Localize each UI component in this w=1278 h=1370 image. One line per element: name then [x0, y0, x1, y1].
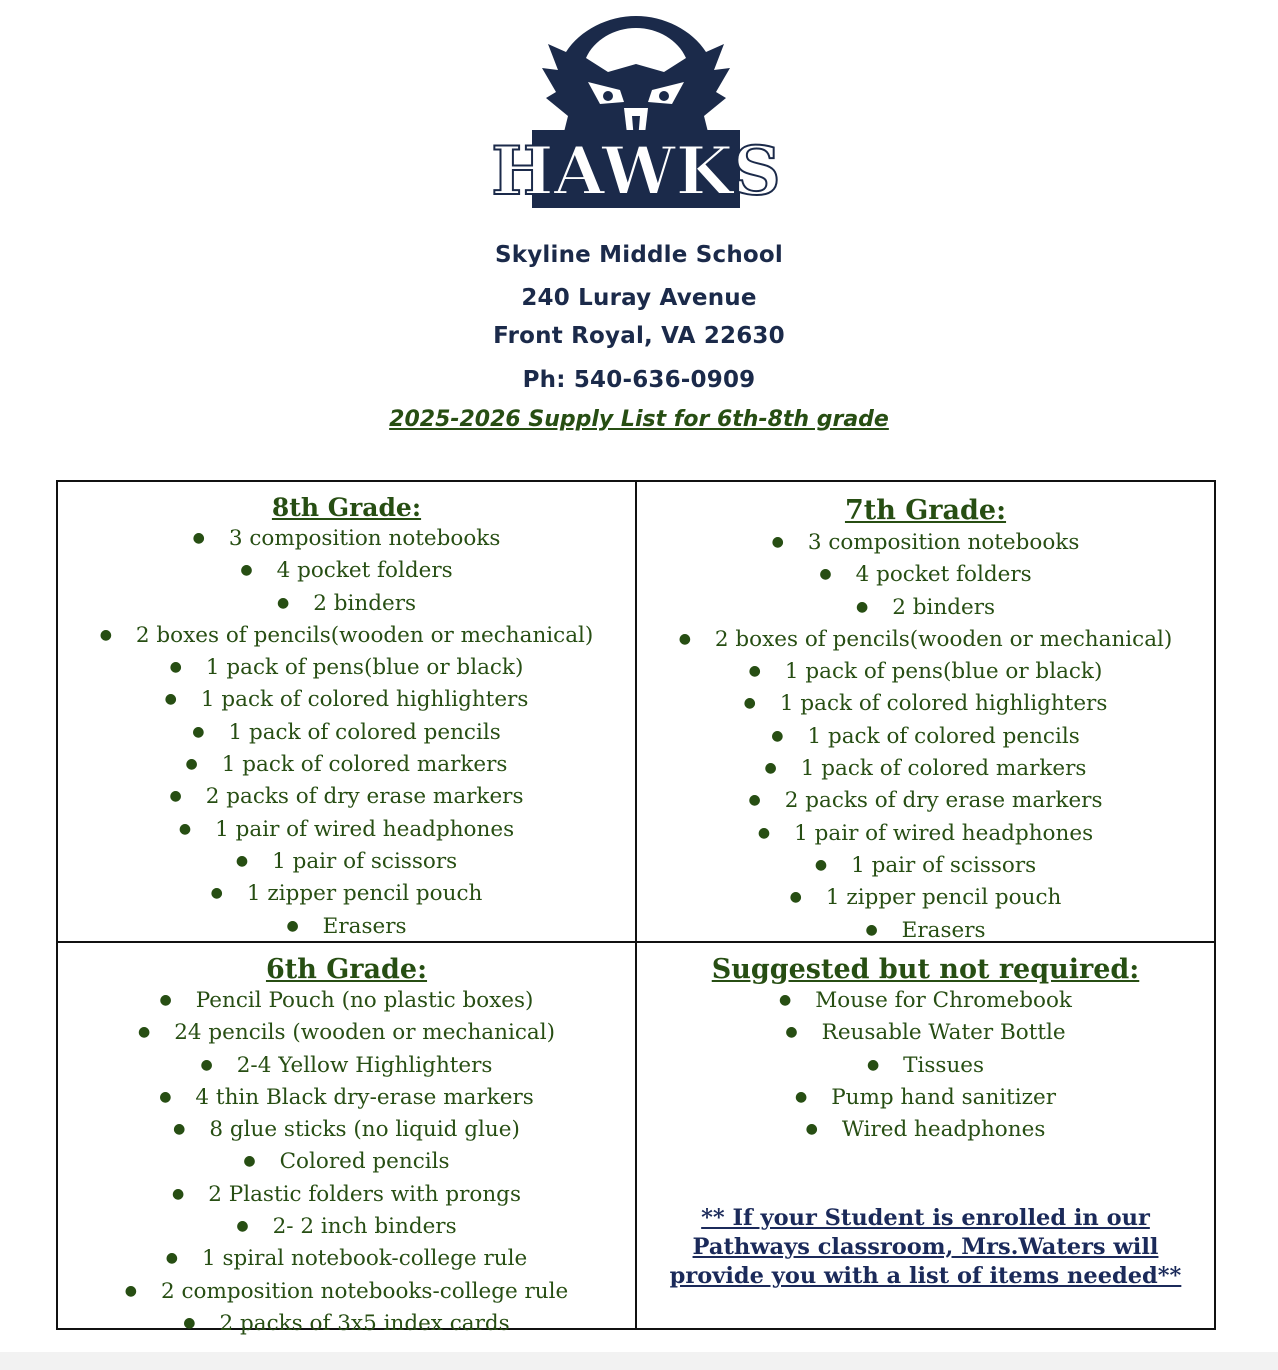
supply-table: [56, 480, 1216, 1336]
school-city: Front Royal, VA 22630: [493, 323, 785, 349]
list-item: ● 2 composition notebooks-college rule: [58, 1277, 635, 1309]
list-item: ● Pencil Pouch (no plastic boxes): [58, 986, 635, 1018]
list-item: ● 2 binders: [637, 593, 1214, 625]
pathways-note-line: Pathways classroom, Mrs.Waters will: [692, 1234, 1159, 1260]
list-item: ● 4 pocket folders: [637, 560, 1214, 592]
grade-8-list: [58, 524, 635, 944]
suggested-heading: Suggested but not required:: [711, 954, 1140, 985]
pathways-note-line: ** If your Student is enrolled in our: [701, 1205, 1150, 1231]
list-item: ● Mouse for Chromebook: [637, 986, 1214, 1018]
list-item: ● 2-4 Yellow Highlighters: [58, 1051, 635, 1083]
grade-8-heading: 8th Grade:: [271, 493, 422, 522]
list-item: ● 2 packs of 3x5 index cards: [58, 1309, 635, 1341]
list-item: ● 1 zipper pencil pouch: [637, 883, 1214, 915]
list-item: ● 1 pack of pens(blue or black): [637, 657, 1214, 689]
list-item: ● Tissues: [637, 1051, 1214, 1083]
grade-7-list: [637, 528, 1214, 948]
list-item: ● 24 pencils (wooden or mechanical): [58, 1018, 635, 1050]
suggested-list: [637, 986, 1214, 1147]
list-item: ● 1 pair of scissors: [58, 847, 635, 879]
school-name: Skyline Middle School: [494, 242, 784, 268]
list-item: ● Wired headphones: [637, 1115, 1214, 1147]
school-street: 240 Luray Avenue: [521, 285, 757, 311]
list-item: ● 8 glue sticks (no liquid glue): [58, 1115, 635, 1147]
list-item: ● 2 boxes of pencils(wooden or mechanical): [637, 625, 1214, 657]
list-item: ● 2- 2 inch binders: [58, 1212, 635, 1244]
list-item: ● 1 pack of colored pencils: [637, 722, 1214, 754]
list-item: ● 4 thin Black dry-erase markers: [58, 1083, 635, 1115]
list-item: ● Pump hand sanitizer: [637, 1083, 1214, 1115]
pathways-note: [637, 1204, 1214, 1291]
list-item: ● 1 pack of colored pencils: [58, 718, 635, 750]
list-item: ● 3 composition notebooks: [58, 524, 635, 556]
list-item: ● 1 pack of colored markers: [58, 750, 635, 782]
list-item: ● 2 binders: [58, 589, 635, 621]
list-item: ● 4 pocket folders: [58, 556, 635, 588]
supply-list-title: 2025-2026 Supply List for 6th-8th grade: [389, 407, 889, 432]
list-item: ● 3 composition notebooks: [637, 528, 1214, 560]
grade-6-heading: 6th Grade:: [265, 954, 428, 985]
list-item: ● 1 pack of colored highlighters: [58, 685, 635, 717]
list-item: ● 1 pack of pens(blue or black): [58, 653, 635, 685]
list-item: ● Colored pencils: [58, 1147, 635, 1179]
list-item: ● 1 pack of colored highlighters: [637, 689, 1214, 721]
suggested-cell: [637, 954, 1214, 1147]
grade-6-cell: [58, 954, 635, 1341]
list-item: ● 1 spiral notebook-college rule: [58, 1244, 635, 1276]
list-item: ● 2 Plastic folders with prongs: [58, 1180, 635, 1212]
list-item: ● 1 pair of scissors: [637, 851, 1214, 883]
pathways-note-line: provide you with a list of items needed**: [669, 1263, 1182, 1289]
list-item: ● 1 zipper pencil pouch: [58, 879, 635, 911]
grade-8-cell: [58, 492, 635, 944]
grade-7-heading: 7th Grade:: [844, 495, 1007, 526]
school-phone: Ph: 540-636-0909: [522, 367, 756, 393]
grade-6-list: [58, 986, 635, 1341]
list-item: ● 2 packs of dry erase markers: [58, 782, 635, 814]
list-item: ● 2 boxes of pencils(wooden or mechanical): [58, 621, 635, 653]
list-item: ● 1 pack of colored markers: [637, 754, 1214, 786]
list-item: ● 1 pair of wired headphones: [637, 819, 1214, 851]
list-item: ● Reusable Water Bottle: [637, 1018, 1214, 1050]
list-item: ● 2 packs of dry erase markers: [637, 786, 1214, 818]
list-item: ● Erasers: [58, 912, 635, 944]
list-item: ● Erasers: [637, 916, 1214, 948]
grade-7-cell: [637, 494, 1214, 948]
logo-text: HAWKS: [491, 132, 781, 210]
hawks-logo: [491, 12, 781, 212]
page-bottom-edge: [0, 1352, 1278, 1370]
list-item: ● 1 pair of wired headphones: [58, 815, 635, 847]
